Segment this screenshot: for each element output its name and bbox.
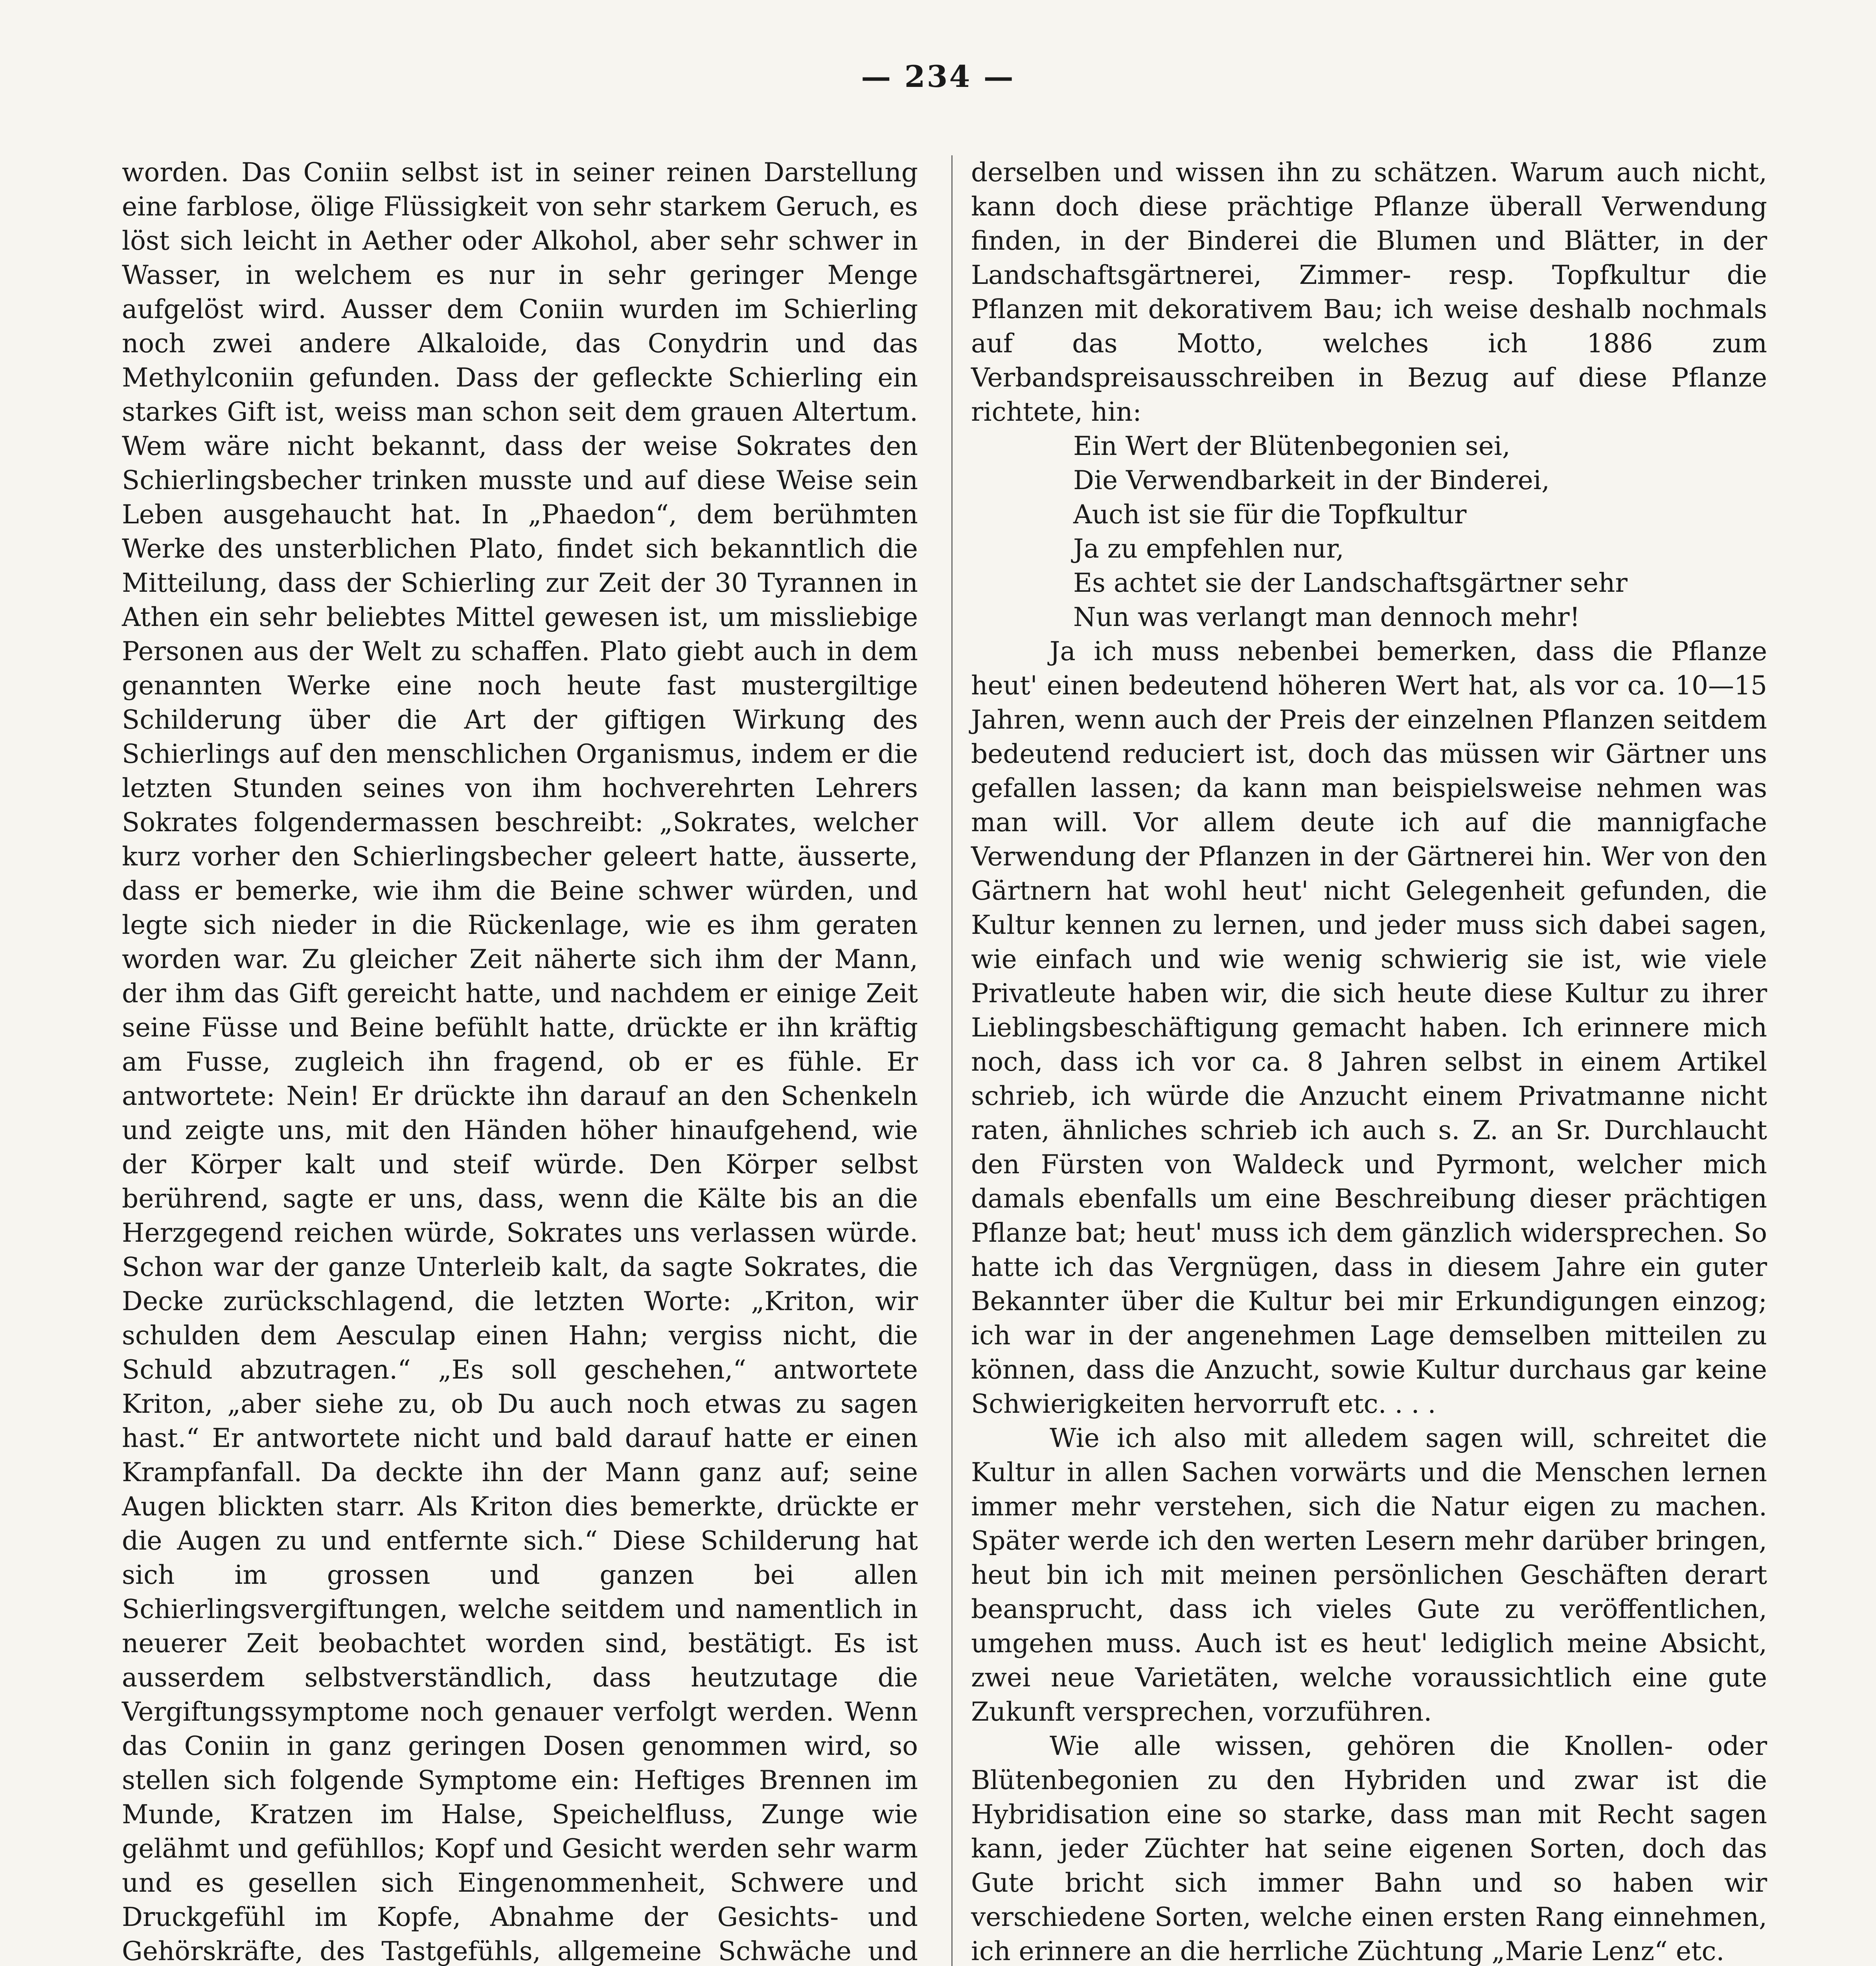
- verse-line: Auch ist sie für die Topfkultur: [1073, 499, 1467, 530]
- column-divider: [951, 155, 953, 1966]
- paragraph: derselben und wissen ihn zu schätzen. Warum auch nicht, kann doch diese prächtige Pflanze überall Verwendung finden, in der Binderei die Blumen und Blätter, in der Landschaftsgärtnerei, Zimmer- resp. Topfkultur die Pflanzen mit dekorativem Bau; ich weise deshalb nochmals auf das Motto, welches ich 1886 zum Verbandspreisausschreiben in Bezug auf diese Pflanze richtete, hin:: [971, 157, 1767, 427]
- left-column: [122, 155, 918, 1966]
- right-column: [971, 155, 1767, 1966]
- verse-line: Ja zu empfehlen nur,: [1073, 534, 1344, 564]
- paragraph: Wie ich also mit alledem sagen will, schreitet die Kultur in allen Sachen vorwärts und die Menschen lernen immer mehr verstehen, sich die Natur eigen zu machen. Später werde ich den werten Lesern mehr darüber bringen, heut bin ich mit meinen persönlichen Geschäften derart beansprucht, dass ich vieles Gute zu veröffentlichen, umgehen muss. Auch ist es heut' lediglich meine Absicht, zwei neue Varietäten, welche voraussichtlich eine gute Zukunft versprechen, vorzuführen.: [971, 1423, 1767, 1727]
- continued-paragraph: worden. Das Coniin selbst ist in seiner reinen Darstellung eine farblose, ölige Flüssigkeit von sehr starkem Geruch, es löst sich leicht in Aether oder Alkohol, aber sehr schwer in Wasser, in welchem es nur in sehr geringer Menge aufgelöst wird. Ausser dem Coniin wurden im Schierling noch zwei andere Alkaloide, das Conydrin und das Methylconiin gefunden. Dass der gefleckte Schierling ein starkes Gift ist, weiss man schon seit dem grauen Altertum. Wem wäre nicht bekannt, dass der weise Sokrates den Schierlingsbecher trinken musste und auf diese Weise sein Leben ausgehaucht hat. In „Phaedon“, dem berühmten Werke des unsterblichen Plato, findet sich bekanntlich die Mitteilung, dass der Schierling zur Zeit der 30 Tyrannen in Athen ein sehr beliebtes Mittel gewesen ist, um missliebige Personen aus der Welt zu schaffen. Plato giebt auch in dem genannten Werke eine noch heute fast mustergiltige Schilderung über die Art der giftigen Wirkung des Schierlings auf den menschlichen Organismus, indem er die letzten Stunden seines von ihm hochverehrten Lehrers Sokrates folgendermassen beschreibt: „Sokrates, welcher kurz vorher den Schierlingsbecher geleert hatte, äusserte, dass er bemerke, wie ihm die Beine schwer würden, und legte sich nieder in die Rückenlage, wie es ihm geraten worden war. Zu gleicher Zeit näherte sich ihm der Mann, der ihm das Gift gereicht hatte, und nachdem er einige Zeit seine Füsse und Beine befühlt hatte, drückte er ihn kräftig am Fusse, zugleich ihn fragend, ob er es fühle. Er antwortete: Nein! Er drückte ihn darauf an den Schenkeln und zeigte uns, mit den Händen höher hinaufgehend, wie der Körper kalt und steif würde. Den Körper selbst berührend, sagte er uns, dass, wenn die Kälte bis an die Herzgegend reichen würde, Sokrates uns verlassen würde. Schon war der ganze Unterleib kalt, da sagte Sokrates, die Decke zurückschlagend, die letzten Worte: „Kriton, wir schulden dem Aesculap einen Hahn; vergiss nicht, die Schuld abzutragen.“ „Es soll geschehen,“ antwortete Kriton, „aber siehe zu, ob Du auch noch etwas zu sagen hast.“ Er antwortete nicht und bald darauf hatte er einen Krampfanfall. Da deckte ihn der Mann ganz auf; seine Augen blickten starr. Als Kriton dies bemerkte, drückte er die Augen zu und entfernte sich.“ Diese Schilderung hat sich im grossen und ganzen bei allen Schierlingsvergiftungen, welche seitdem und namentlich in neuerer Zeit beobachtet worden sind, bestätigt. Es ist ausserdem selbstverständlich, dass heutzutage die Vergiftungssymptome noch genauer verfolgt werden. Wenn das Coniin in ganz geringen Dosen genommen wird, so stellen sich folgende Symptome ein: Heftiges Brennen im Munde, Kratzen im Halse, Speichelfluss, Zunge wie gelähmt und gefühllos; Kopf und Gesicht werden sehr warm und es gesellen sich Eingenommenheit, Schwere und Druckgefühl im Kopfe, Abnahme der Gesichts- und Gehörskräfte, des Tastgefühls, allgemeine Schwäche und: [122, 157, 918, 1966]
- verse-line: Die Verwendbarkeit in der Binderei,: [1073, 465, 1550, 495]
- page-number: — 234 —: [861, 59, 1015, 94]
- motto-verse: [1073, 429, 1767, 634]
- verse-line: Nun was verlangt man dennoch mehr!: [1073, 602, 1580, 632]
- paragraph: Wie alle wissen, gehören die Knollen- oder Blütenbegonien zu den Hybriden und zwar ist die Hybridisation eine so starke, dass man mit Recht sagen kann, jeder Züchter hat seine eigenen Sorten, doch das Gute bricht sich immer Bahn und so haben wir verschiedene Sorten, welche einen ersten Rang einnehmen, ich erinnere an die herrliche Züchtung „Marie Lenz“ etc.: [971, 1731, 1767, 1966]
- verse-line: Ein Wert der Blütenbegonien sei,: [1073, 431, 1510, 461]
- verse-line: Es achtet sie der Landschaftsgärtner sehr: [1073, 568, 1628, 598]
- paragraph: Ja ich muss nebenbei bemerken, dass die Pflanze heut' einen bedeutend höheren Wert hat, als vor ca. 10—15 Jahren, wenn auch der Preis der einzelnen Pflanzen seitdem bedeutend reduciert ist, doch das müssen wir Gärtner uns gefallen lassen; da kann man beispielsweise nehmen was man will. Vor allem deute ich auf die mannigfache Verwendung der Pflanzen in der Gärtnerei hin. Wer von den Gärtnern hat wohl heut' nicht Gelegenheit gefunden, die Kultur kennen zu lernen, und jeder muss sich dabei sagen, wie einfach und wie wenig schwierig sie ist, wie viele Privatleute haben wir, die sich heute diese Kultur zu ihrer Lieblingsbeschäftigung gemacht haben. Ich erinnere mich noch, dass ich vor ca. 8 Jahren selbst in einem Artikel schrieb, ich würde die Anzucht einem Privatmanne nicht raten, ähnliches schrieb ich auch s. Z. an Sr. Durchlaucht den Fürsten von Waldeck und Pyrmont, welcher mich damals ebenfalls um eine Beschreibung dieser prächtigen Pflanze bat; heut' muss ich dem gänzlich widersprechen. So hatte ich das Vergnügen, dass in diesem Jahre ein guter Bekannter über die Kultur bei mir Erkundigungen einzog; ich war in der angenehmen Lage demselben mitteilen zu können, dass die Anzucht, sowie Kultur durchaus gar keine Schwierigkeiten hervorruft etc. . . .: [971, 636, 1767, 1419]
